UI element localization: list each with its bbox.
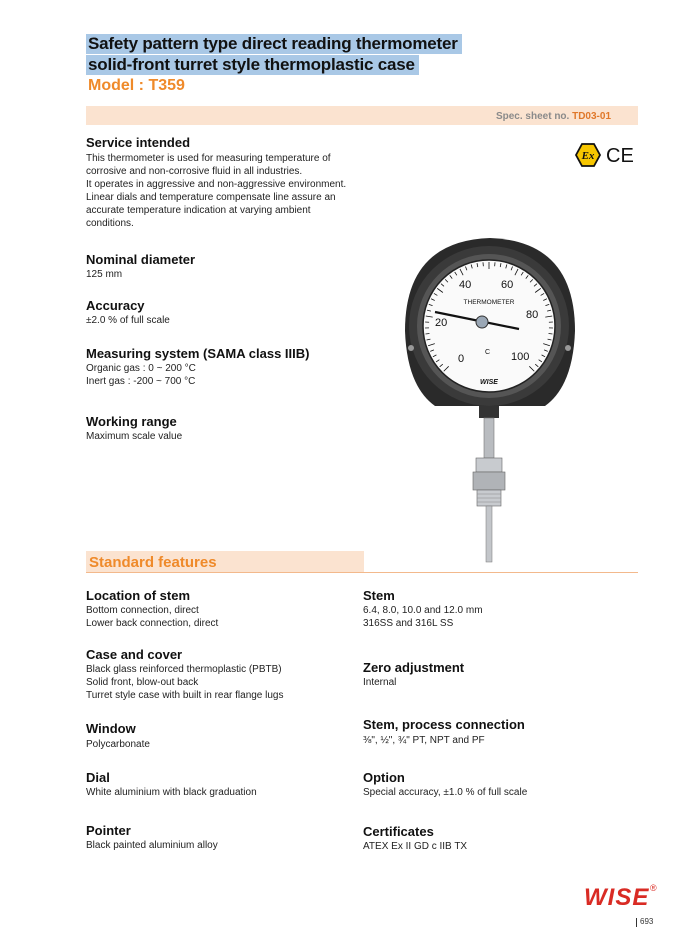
service-intended-heading: Service intended (86, 135, 191, 150)
registered-mark: ® (650, 883, 657, 893)
zero-adjustment-text: Internal (363, 677, 397, 688)
case-and-cover-text: Black glass reinforced thermoplastic (PBTB) Solid front, blow-out back Turret style case with built in rear flange lugs (86, 664, 284, 701)
certificates-heading: Certificates (363, 824, 434, 839)
window-text: Polycarbonate (86, 739, 150, 750)
dial-tick (549, 334, 553, 335)
service-intended-text: This thermometer is used for measuring temperature of corrosive and non-corrosive fluid in all industries. It operates in aggressive and non-aggressive environment. Linear dials and temperature compensate line assure an accurate temperature indication at varying ambient conditions. (86, 153, 347, 229)
nominal-diameter-text: 125 mm (86, 269, 123, 280)
spec-sheet-number (496, 111, 611, 122)
page-number-marker (636, 918, 637, 927)
scale-0: 0 (458, 353, 465, 365)
dial-label: THERMOMETER (463, 299, 515, 306)
location-of-stem-text: Bottom connection, direct Lower back connection, direct (86, 605, 219, 629)
working-range-text: Maximum scale value (86, 431, 183, 442)
pointer-text: Black painted aluminium alloy (86, 840, 218, 851)
dial-text: White aluminium with black graduation (86, 787, 257, 798)
scale-60: 60 (501, 279, 514, 291)
process-connection-heading: Stem, process connection (363, 717, 525, 732)
spec-no: TD03-01 (572, 111, 611, 122)
ex-icon (576, 144, 600, 166)
svg-text:CE: CE (606, 145, 634, 167)
scale-100: 100 (511, 351, 530, 363)
dial-unit: C (485, 349, 491, 356)
thermometer-product-image (395, 236, 585, 566)
pointer-heading: Pointer (86, 823, 131, 838)
dial-tick (426, 334, 430, 335)
scale-40: 40 (459, 279, 472, 291)
title-line-2: solid-front turret style thermoplastic case (86, 55, 419, 75)
model-label: Model : T359 (88, 77, 185, 94)
option-heading: Option (363, 770, 405, 785)
nominal-diameter-heading: Nominal diameter (86, 252, 196, 267)
stem-text: 6.4, 8.0, 10.0 and 12.0 mm 316SS and 316L SS (363, 605, 483, 629)
option-text: Special accuracy, ±1.0 % of full scale (363, 787, 528, 798)
spec-label: Spec. sheet no. (495, 111, 570, 122)
wise-logo: WISE (584, 884, 650, 911)
window-heading: Window (86, 721, 136, 736)
stem-heading: Stem (363, 588, 395, 603)
accuracy-text: ±2.0 % of full scale (86, 315, 170, 326)
zero-adjustment-heading: Zero adjustment (363, 660, 465, 675)
page-number: 693 (640, 917, 654, 926)
measuring-system-heading: Measuring system (SAMA class IIIB) (86, 346, 310, 361)
scale-80: 80 (526, 309, 539, 321)
dial-heading: Dial (86, 770, 110, 785)
svg-text:Ex: Ex (581, 150, 595, 162)
standard-features-divider (86, 572, 638, 573)
ce-icon (606, 145, 634, 167)
certificates-text: ATEX Ex II GD c IIB TX (363, 841, 468, 852)
measuring-system-text: Organic gas : 0 ~ 200 °C Inert gas : -200 ~ 700 °C (86, 363, 196, 387)
scale-20: 20 (435, 317, 448, 329)
case-and-cover-heading: Case and cover (86, 647, 183, 662)
accuracy-heading: Accuracy (86, 298, 145, 313)
title-line-1: Safety pattern type direct reading thermometer (86, 34, 462, 54)
certification-logos (573, 140, 643, 170)
dial-brand: WISE (480, 379, 498, 386)
process-connection-text: ⅜", ½", ¾" PT, NPT and PF (363, 735, 485, 746)
location-of-stem-heading: Location of stem (86, 588, 191, 603)
standard-features-title: Standard features (89, 554, 217, 571)
working-range-heading: Working range (86, 414, 177, 429)
